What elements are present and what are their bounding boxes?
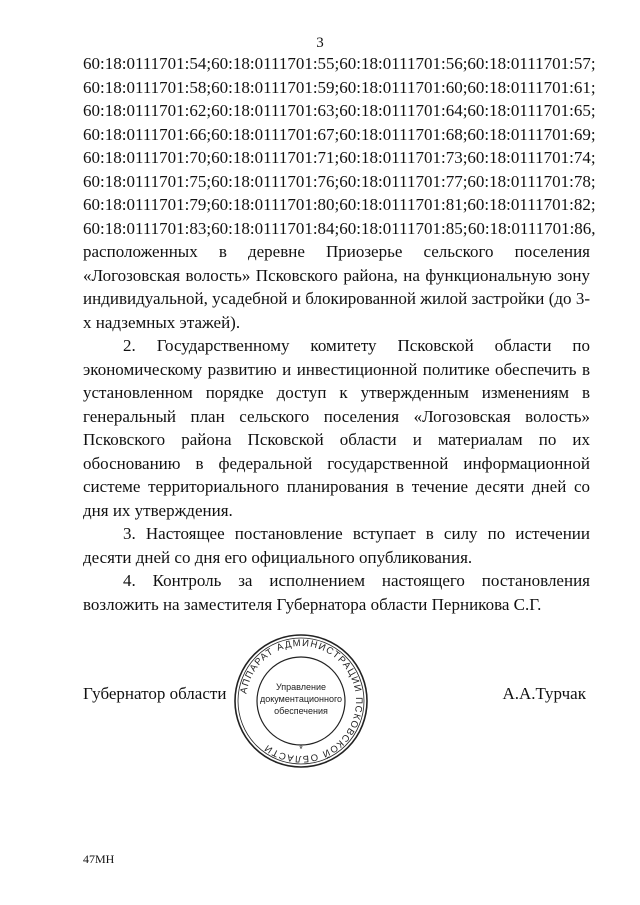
document-body: [83, 52, 596, 616]
parcel-code: 60:18:0111701:57;: [467, 54, 596, 73]
signatory-title: Губернатор области: [83, 684, 227, 703]
parcel-code: 60:18:0111701:54;: [83, 54, 212, 73]
parcel-code: 60:18:0111701:55;: [211, 54, 340, 73]
stamp-center-line-1: Управление: [275, 682, 327, 692]
parcel-code: 60:18:0111701:67;: [211, 124, 340, 144]
stamp-center-line-2: документационного: [259, 694, 343, 704]
parcel-code: 60:18:0111701:59;: [211, 77, 340, 97]
parcel-code: 60:18:0111701:61;: [467, 77, 596, 97]
parcel-code: 60:18:0111701:73;: [339, 148, 468, 167]
parcel-code: 60:18:0111701:63;: [211, 101, 340, 120]
parcel-code: 60:18:0111701:69;: [467, 124, 596, 144]
parcel-code: 60:18:0111701:76;: [211, 171, 340, 191]
parcel-code: 60:18:0111701:83;: [83, 218, 212, 238]
parcel-code: 60:18:0111701:82;: [467, 195, 596, 214]
parcel-code: 60:18:0111701:66;: [83, 124, 212, 144]
parcel-code: 60:18:0111701:58;: [83, 77, 212, 97]
document-footer-code: 47МН: [83, 852, 115, 866]
parcel-code: 60:18:0111701:75;: [83, 171, 212, 191]
parcel-code: 60:18:0111701:80;: [211, 195, 340, 214]
parcel-code: 60:18:0111701:79;: [83, 195, 212, 214]
parcel-code: 60:18:0111701:68;: [339, 124, 468, 144]
parcel-code: 60:18:0111701:56;: [339, 54, 468, 73]
parcel-code: 60:18:0111701:74;: [467, 148, 596, 167]
paragraph-item-3: 3. Настоящее постановление вступает в силу по истечении десяти дней со дня его официального опубликования.: [83, 524, 590, 567]
parcel-code: 60:18:0111701:86,: [467, 218, 596, 238]
stamp-star: *: [299, 744, 303, 754]
paragraph-continuation: расположенных в деревне Приозерье сельского поселения «Логозовская волость» Псковского района, на функциональную зону индивидуальной, усадебной и блокированной жилой застройки (до 3-х надземных этажей).: [83, 242, 590, 332]
parcel-code: 60:18:0111701:65;: [467, 101, 596, 120]
paragraph-item-2: 2. Государственному комитету Псковской области по экономическому развитию и инвестиционной политике обеспечить в установленном порядке доступ к утвержденным изменениям в генеральный план сельского поселения «Логозовская волость» Псковского района Псковской области и материалам по их обоснованию в федеральной государственной информационной системе территориального планирования в течение десяти дней со дня их утверждения.: [83, 336, 590, 520]
parcel-code: 60:18:0111701:85;: [339, 218, 468, 238]
parcel-code: 60:18:0111701:64;: [339, 101, 468, 120]
parcel-code-list: [83, 52, 596, 240]
parcel-code: 60:18:0111701:78;: [467, 171, 596, 191]
official-stamp: [232, 632, 370, 770]
stamp-center-line-3: обеспечения: [274, 706, 328, 716]
parcel-code: 60:18:0111701:60;: [339, 77, 468, 97]
parcel-code: 60:18:0111701:81;: [339, 195, 468, 214]
parcel-code: 60:18:0111701:71;: [211, 148, 340, 167]
parcel-code: 60:18:0111701:84;: [211, 218, 340, 238]
stamp-ring-text: АППАРАТ АДМИНИСТРАЦИИ ПСКОВСКОЙ ОБЛАСТИ: [238, 637, 365, 765]
signatory-name: А.А.Турчак: [502, 684, 586, 703]
parcel-code: 60:18:0111701:77;: [339, 171, 468, 191]
parcel-code: 60:18:0111701:62;: [83, 101, 212, 120]
page-number: 3: [316, 35, 324, 51]
parcel-code: 60:18:0111701:70;: [83, 148, 212, 167]
paragraph-item-4: 4. Контроль за исполнением настоящего постановления возложить на заместителя Губернатора области Перникова С.Г.: [83, 571, 590, 614]
